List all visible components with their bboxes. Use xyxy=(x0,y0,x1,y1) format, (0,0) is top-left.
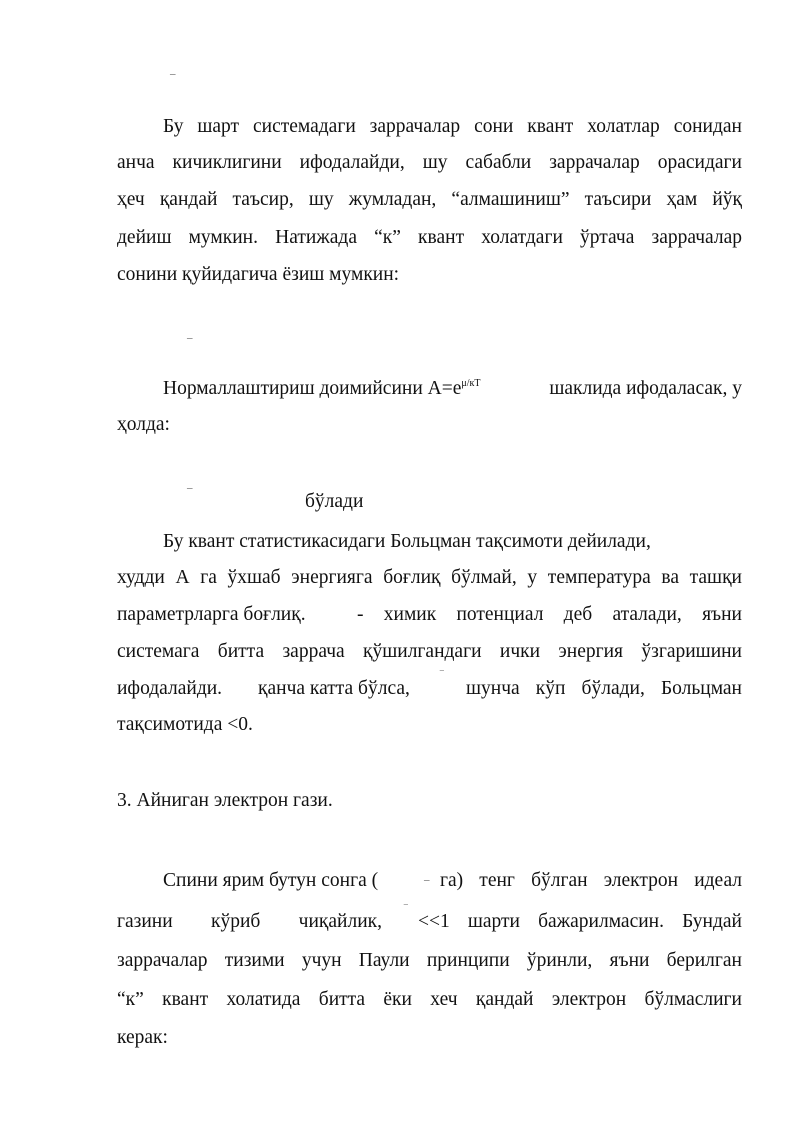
paragraph-3-line-5b: қанча катта бўлса, xyxy=(258,678,410,699)
paragraph-4-line-4: “к” квант холатида битта ёки хеч қандай электрон бўлмаслиги xyxy=(117,989,742,1010)
paragraph-4-line-3: заррачалар тизими учун Паули принципи ўринли, яъни берилган xyxy=(117,950,742,971)
formula-placeholder-mark: – xyxy=(187,332,193,344)
symbol-placeholder-mark: ‾ xyxy=(404,904,408,916)
paragraph-3-line-3b: - химик потенциал деб аталади, яъни xyxy=(357,604,742,625)
paragraph-3-line-4: системага битта заррача қўшилгандаги ички энергия ўзгаришини xyxy=(117,641,742,662)
paragraph-3-line-2: худди А га ўхшаб энергияга боғлиқ бўлмай, у температура ва ташқи xyxy=(117,567,742,588)
formula-suffix: бўлади xyxy=(305,491,364,512)
paragraph-2-line-2: ҳолда: xyxy=(117,414,170,435)
formula-placeholder-mark: – xyxy=(187,482,193,494)
paragraph-3-line-5c: шунча кўп бўлади, Больцман xyxy=(466,678,742,699)
paragraph-4-line-5: керак: xyxy=(117,1027,168,1048)
paragraph-1-line-4: дейиш мумкин. Натижада “к” квант холатдаги ўртача заррачалар xyxy=(117,227,742,248)
paragraph-1-line-1: Бу шарт системадаги заррачалар сони квант холатлар сонидан xyxy=(163,116,742,137)
paragraph-4-line-1a: Спини ярим бутун сонга ( xyxy=(163,870,379,891)
exponent: μ/кТ xyxy=(461,378,481,389)
paragraph-2-line-1 xyxy=(163,378,742,400)
paragraph-1-line-3: ҳеч қандай таъсир, шу жумладан, “алмашиниш” таъсири ҳам йўқ xyxy=(117,189,742,210)
paragraph-4-line-1b: га) тенг бўлган электрон идеал xyxy=(440,870,742,891)
symbol-placeholder-mark: ‾ xyxy=(440,670,444,682)
formula-placeholder-mark: – xyxy=(170,68,176,80)
paragraph-4-line-2b: <<1 шарти бажарилмасин. Бундай xyxy=(418,911,742,932)
paragraph-3-line-6: тақсимотида <0. xyxy=(117,714,253,735)
symbol-placeholder-mark: – xyxy=(424,874,430,886)
paragraph-1-line-2: анча кичиклигини ифодалайди, шу сабабли заррачалар орасидаги xyxy=(117,152,742,173)
paragraph-3-line-1: Бу квант статистикасидаги Больцман тақсимоти дейилади, xyxy=(163,531,651,552)
paragraph-2-text-b: шаклида ифодаласак, у xyxy=(549,378,742,399)
paragraph-2-text-a: Нормаллаштириш доимийсини А=e xyxy=(163,378,462,399)
paragraph-3-line-5a: ифодалайди. xyxy=(117,678,223,699)
paragraph-4-line-2a: газини кўриб чиқайлик, xyxy=(117,911,382,932)
paragraph-3-line-3a: параметрларга боғлиқ. xyxy=(117,604,306,625)
paragraph-1-line-5: сонини қуйидагича ёзиш мумкин: xyxy=(117,264,400,285)
section-heading: 3. Айниган электрон гази. xyxy=(117,790,333,811)
